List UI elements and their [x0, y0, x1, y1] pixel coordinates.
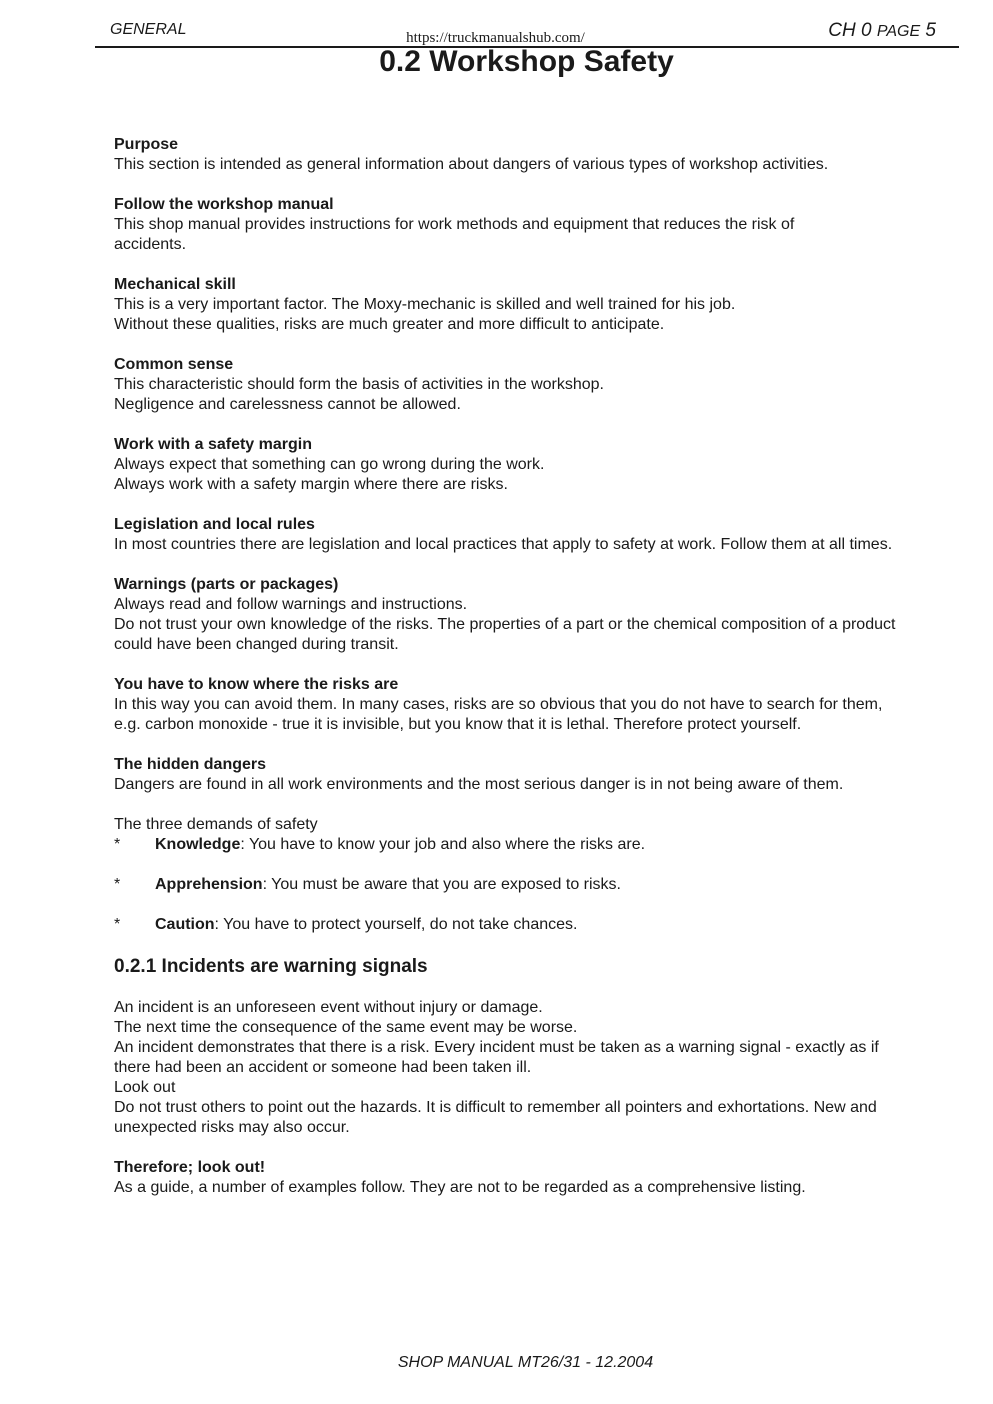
bullet-term: Caution [155, 916, 215, 933]
bullet-content [155, 915, 577, 935]
section-follow-manual [114, 195, 944, 255]
section-text: In most countries there are legislation and local practices that apply to safety at work. Follow them at all times. [114, 536, 893, 553]
section-look-out [114, 1158, 944, 1198]
header-page-number: 5 [925, 20, 936, 41]
page-title: 0.2 Workshop Safety [379, 45, 674, 78]
bullet-content [155, 835, 645, 855]
section-warnings [114, 575, 944, 655]
section-text: In this way you can avoid them. In many cases, risks are so obvious that you do not have to search for them, [114, 696, 883, 713]
section-text: could have been changed during transit. [114, 636, 399, 653]
section-text: Always work with a safety margin where there are risks. [114, 476, 508, 493]
section-legislation [114, 515, 944, 555]
section-text: Without these qualities, risks are much greater and more difficult to anticipate. [114, 316, 665, 333]
incident-text: unexpected risks may also occur. [114, 1119, 350, 1136]
bullet-marker: * [114, 876, 121, 893]
bullet-term: Apprehension [155, 876, 263, 893]
section-title: The hidden dangers [114, 756, 267, 773]
incident-paragraph [114, 998, 944, 1138]
bullet-text: : You must be aware that you are exposed to risks. [262, 876, 621, 893]
section-text: Always expect that something can go wrong during the work. [114, 456, 545, 473]
bullet-item [114, 915, 944, 935]
bullet-text: : You have to know your job and also where the risks are. [240, 836, 646, 853]
section-title: Legislation and local rules [114, 516, 315, 533]
header-page-ref [828, 20, 936, 42]
section-title: Warnings (parts or packages) [114, 576, 339, 593]
bullet-term: Knowledge [155, 836, 241, 853]
section-text: Negligence and carelessness cannot be allowed. [114, 396, 461, 413]
header-chapter: CH 0 [828, 20, 872, 41]
bullet-content [155, 875, 621, 895]
main-content [114, 135, 944, 1218]
section-purpose [114, 135, 944, 175]
section-common-sense [114, 355, 944, 415]
section-text: This section is intended as general information about dangers of various types of workshop activities. [114, 156, 829, 173]
page-footer: SHOP MANUAL MT26/31 - 12.2004 [397, 1354, 654, 1371]
section-title: Work with a safety margin [114, 436, 312, 453]
header-section-label: GENERAL [110, 21, 187, 38]
section-text: Dangers are found in all work environments and the most serious danger is in not being aware of them. [114, 776, 844, 793]
section-title: Mechanical skill [114, 276, 236, 293]
header-url-text: https://truckmanualshub.com/ [406, 30, 585, 46]
bullet-item [114, 835, 944, 855]
section-title: Purpose [114, 136, 179, 153]
demands-intro: The three demands of safety [114, 816, 318, 833]
subsection-title: 0.2.1 Incidents are warning signals [114, 956, 428, 977]
section-text: This shop manual provides instructions for work methods and equipment that reduces the risk of [114, 216, 795, 233]
section-text: e.g. carbon monoxide - true it is invisible, but you know that it is lethal. Therefore protect yourself. [114, 716, 802, 733]
section-safety-margin [114, 435, 944, 495]
section-text: This is a very important factor. The Moxy-mechanic is skilled and well trained for his job. [114, 296, 736, 313]
section-title: Follow the workshop manual [114, 196, 334, 213]
incident-text: An incident demonstrates that there is a risk. Every incident must be taken as a warning signal - exactly as if [114, 1039, 879, 1056]
section-text: As a guide, a number of examples follow. They are not to be regarded as a comprehensive listing. [114, 1179, 806, 1196]
bullet-marker: * [114, 916, 121, 933]
header-page-word: PAGE [876, 23, 921, 40]
section-mechanical-skill [114, 275, 944, 335]
section-title: You have to know where the risks are [114, 676, 399, 693]
bullet-text: : You have to protect yourself, do not take chances. [214, 916, 578, 933]
bullet-marker: * [114, 836, 121, 853]
section-text: This characteristic should form the basis of activities in the workshop. [114, 376, 604, 393]
section-title: Therefore; look out! [114, 1159, 266, 1176]
incident-text: Look out [114, 1079, 176, 1096]
section-hidden-dangers [114, 755, 944, 795]
incident-text: The next time the consequence of the same event may be worse. [114, 1019, 578, 1036]
incident-text: there had been an accident or someone had been taken ill. [114, 1059, 532, 1076]
incident-text: An incident is an unforeseen event without injury or damage. [114, 999, 543, 1016]
section-text: accidents. [114, 236, 187, 253]
section-text: Do not trust your own knowledge of the risks. The properties of a part or the chemical composition of a product [114, 616, 896, 633]
section-text: Always read and follow warnings and instructions. [114, 596, 468, 613]
section-title: Common sense [114, 356, 234, 373]
incident-text: Do not trust others to point out the hazards. It is difficult to remember all pointers and exhortations. New and [114, 1099, 877, 1116]
bullet-item [114, 875, 944, 895]
section-know-risks [114, 675, 944, 735]
